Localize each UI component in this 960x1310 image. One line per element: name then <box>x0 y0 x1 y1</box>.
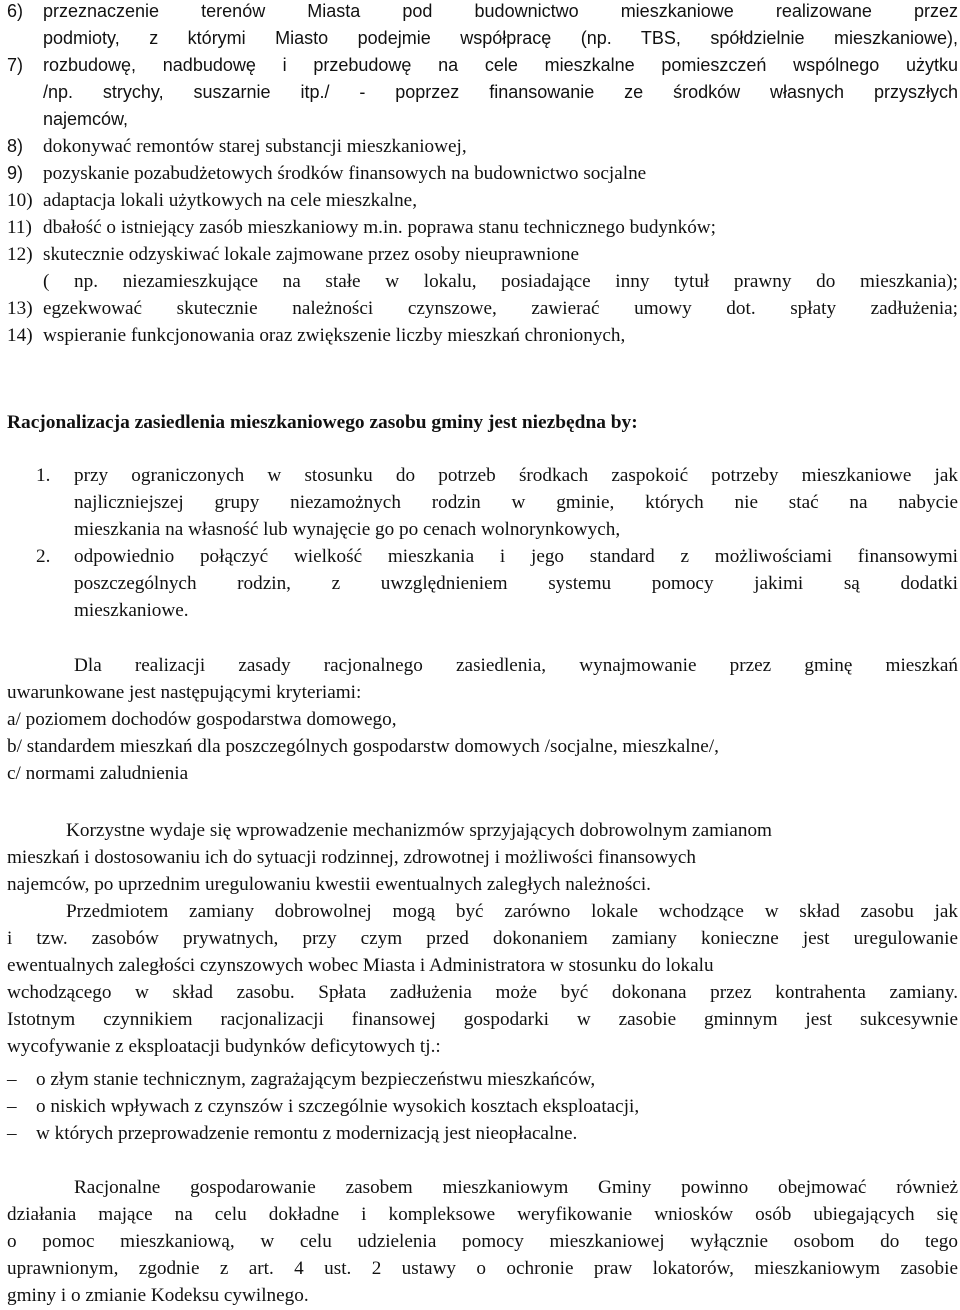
paragraph-line: Korzystne wydaje się wprowadzenie mechanizmów sprzyjających dobrowolnym zamianom <box>66 820 772 841</box>
list-item-text: przy ograniczonych w stosunku do potrzeb środkach zaspokoić potrzeby mieszkaniowe jak <box>74 465 958 486</box>
paragraph-line: gminy i o zmianie Kodeksu cywilnego. <box>7 1285 309 1306</box>
list-item-text: mieszkaniowe. <box>74 600 189 621</box>
list-item-continuation <box>0 489 960 516</box>
list-item-text: o złym stanie technicznym, zagrażającym bezpieczeństwu mieszkańców, <box>36 1069 596 1090</box>
list-item <box>0 322 960 349</box>
paragraph-line: ewentualnych zaległości czynszowych wobec Miasta i Administratora w stosunku do lokalu <box>7 955 714 976</box>
list-item-continuation <box>0 79 960 106</box>
list-item <box>0 52 960 79</box>
dash-marker: – <box>7 1123 17 1144</box>
paragraph-line: działania mające na celu dokładne i kompleksowe weryfikowanie wniosków osób ubiegających się <box>7 1204 958 1225</box>
list-item-number: 7) <box>7 55 24 75</box>
section-heading: Racjonalizacja zasiedlenia mieszkaniowego zasobu gminy jest niezbędna by: <box>7 412 638 433</box>
list-item-text: odpowiednio połączyć wielkość mieszkania i jego standard z możliwościami finansowymi <box>74 546 958 567</box>
list-item-number: 2. <box>36 546 51 567</box>
paragraph-line: i tzw. zasobów prywatnych, przy czym przed dokonaniem zamiany konieczne jest uregulowanie <box>7 928 958 949</box>
list-item <box>0 214 960 241</box>
list-item-text: dbałość o istniejący zasób mieszkaniowy m.in. poprawa stanu technicznego budynków; <box>43 217 716 238</box>
list-item-number: 6) <box>7 1 24 21</box>
paragraph-line: wchodzącego w skład zasobu. Spłata zadłużenia może być dokonana przez kontrahenta zamiany. <box>7 982 958 1003</box>
list-item-text: w których przeprowadzenie remontu z modernizacją jest nieopłacalne. <box>36 1123 578 1144</box>
list-item <box>0 462 960 489</box>
paragraph-line: mieszkań i dostosowaniu ich do sytuacji rodzinnej, zdrowotnej i możliwości finansowych <box>7 847 697 868</box>
paragraph-line: Dla realizacji zasady racjonalnego zasiedlenia, wynajmowanie przez gminę mieszkań <box>74 655 958 676</box>
list-item-text: egzekwować skutecznie należności czynszowe, zawierać umowy dot. spłaty zadłużenia; <box>43 298 958 319</box>
dash-marker: – <box>7 1069 17 1090</box>
list-item-continuation <box>0 106 960 133</box>
list-item-number: 11) <box>7 217 32 238</box>
list-item-text: rozbudowę, nadbudowę i przebudowę na cele mieszkalne pomieszczeń wspólnego użytku <box>43 55 958 75</box>
list-item-continuation <box>0 570 960 597</box>
list-item-text: wspieranie funkcjonowania oraz zwiększenie liczby mieszkań chronionych, <box>43 325 626 346</box>
list-item <box>0 1093 960 1120</box>
list-item-text: adaptacja lokali użytkowych na cele mieszkalne, <box>43 190 417 211</box>
list-item-text: poszczególnych rodzin, z uwzględnieniem systemu pomocy jakimi są dodatki <box>74 573 958 594</box>
list-item-continuation <box>0 516 960 543</box>
list-item <box>0 133 960 160</box>
paragraph-line: Istotnym czynnikiem racjonalizacji finansowej gospodarki w zasobie gminnym jest sukcesywnie <box>7 1009 958 1030</box>
list-item-continuation <box>0 268 960 295</box>
paragraph-line: o pomoc mieszkaniową, w celu udzielenia pomocy mieszkaniowej wyłącznie osobom do tego <box>7 1231 958 1252</box>
paragraph-line: wycofywanie z eksploatacji budynków deficytowych tj.: <box>7 1036 441 1057</box>
list-item-number: 9) <box>7 163 24 183</box>
list-item-number: 8) <box>7 136 24 156</box>
list-item-text: /np. strychy, suszarnie itp./ - poprzez finansowanie ze środków własnych przyszłych <box>43 82 958 102</box>
list-item-text: najemców, <box>43 109 129 129</box>
list-item <box>0 543 960 570</box>
list-item-number: 10) <box>7 190 33 211</box>
list-item-text: o niskich wpływach z czynszów i szczególnie wysokich kosztach eksploatacji, <box>36 1096 640 1117</box>
list-item-text: skutecznie odzyskiwać lokale zajmowane przez osoby nieuprawnione <box>43 244 579 265</box>
paragraph-line: najemców, po uprzednim uregulowaniu kwestii ewentualnych zaległych należności. <box>7 874 651 895</box>
list-item-number: 13) <box>7 298 33 319</box>
list-item <box>0 295 960 322</box>
list-item-text: ( np. niezamieszkujące na stałe w lokalu, posiadające inny tytuł prawny do mieszkania); <box>43 271 958 292</box>
list-item-continuation <box>0 597 960 624</box>
list-item-number: 14) <box>7 325 33 346</box>
paragraph-line: Przedmiotem zamiany dobrowolnej mogą być zarówno lokale wchodzące w skład zasobu jak <box>66 901 958 922</box>
list-item <box>0 241 960 268</box>
list-item-text: przeznaczenie terenów Miasta pod budownictwo mieszkaniowe realizowane przez <box>43 1 958 21</box>
list-item <box>0 1066 960 1093</box>
dash-marker: – <box>7 1096 17 1117</box>
paragraph-line: Racjonalne gospodarowanie zasobem mieszkaniowym Gminy powinno obejmować również <box>74 1177 958 1198</box>
list-item-text: najliczniejszej grupy niezamożnych rodzin w gminie, których nie stać na nabycie <box>74 492 958 513</box>
list-item-text: podmioty, z którymi Miasto podejmie współpracę (np. TBS, spółdzielnie mieszkaniowe), <box>43 28 958 48</box>
list-item <box>0 0 960 25</box>
list-item-continuation <box>0 25 960 52</box>
list-item-number: 1. <box>36 465 51 486</box>
paragraph-line: uprawnionym, zgodnie z art. 4 ust. 2 ustawy o ochronie praw lokatorów, mieszkaniowym zasobie <box>7 1258 958 1279</box>
paragraph-line: b/ standardem mieszkań dla poszczególnych gospodarstw domowych /socjalne, mieszkalne/, <box>7 736 719 757</box>
paragraph-line: uwarunkowane jest następującymi kryteriami: <box>7 682 362 703</box>
list-item-number: 12) <box>7 244 33 265</box>
paragraph-line: c/ normami zaludnienia <box>7 763 189 784</box>
list-item-text: dokonywać remontów starej substancji mieszkaniowej, <box>43 136 467 157</box>
list-item-text: mieszkania na własność lub wynajęcie go po cenach wolnorynkowych, <box>74 519 621 540</box>
list-item-text: pozyskanie pozabudżetowych środków finansowych na budownictwo socjalne <box>43 163 647 184</box>
paragraph-line: a/ poziomem dochodów gospodarstwa domowego, <box>7 709 397 730</box>
list-item <box>0 1120 960 1147</box>
list-item <box>0 160 960 187</box>
list-item <box>0 187 960 214</box>
